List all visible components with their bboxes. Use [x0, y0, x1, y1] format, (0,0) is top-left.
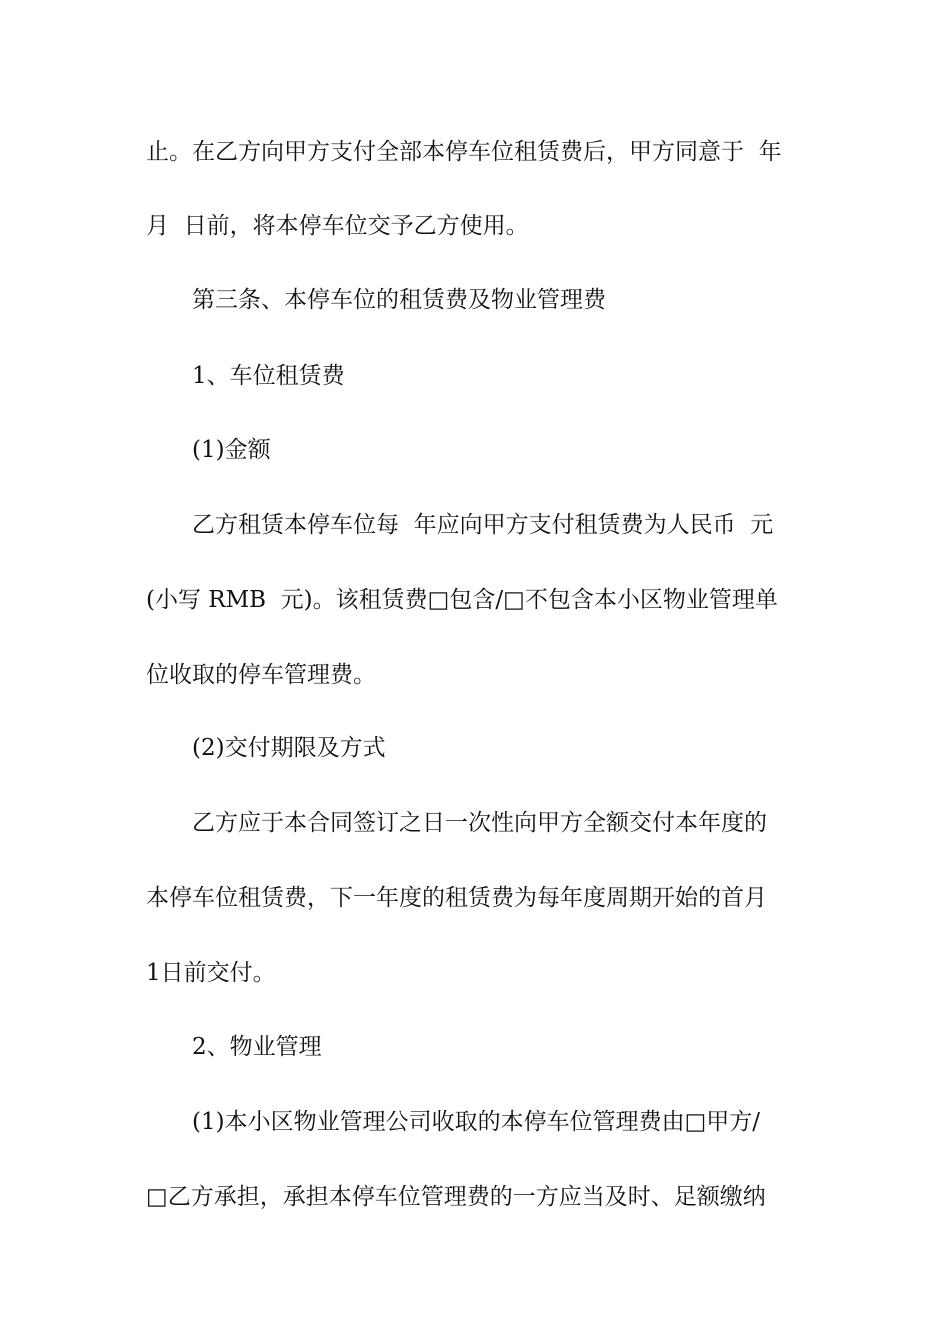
section-heading-rent: 1、车位租赁费 [192, 363, 345, 389]
article-heading: 第三条、本停车位的租赁费及物业管理费 [192, 287, 606, 313]
text-line-10: 乙方应于本合同签订之日一次性向甲方全额交付本年度的 [192, 810, 767, 836]
text-line-14: (1)本小区物业管理公司收取的本停车位管理费由□甲方/ [192, 1109, 761, 1135]
text-line-15: □乙方承担，承担本停车位管理费的一方应当及时、足额缴纳 [146, 1184, 766, 1210]
subsection-heading-amount: (1)金额 [192, 437, 271, 463]
text-line-6: 乙方租赁本停车位每 年应向甲方支付租赁费为人民币 元 [192, 512, 774, 538]
section-heading-property: 2、物业管理 [192, 1034, 322, 1060]
text-line-12: 1日前交付。 [146, 960, 276, 986]
text-line-8: 位收取的停车管理费。 [146, 662, 376, 688]
subsection-heading-payment: (2)交付期限及方式 [192, 735, 386, 761]
text-line-2: 月 日前，将本停车位交予乙方使用。 [146, 213, 529, 239]
text-line-1: 止。在乙方向甲方支付全部本停车位租赁费后，甲方同意于 年 [146, 139, 782, 165]
text-line-11: 本停车位租赁费，下一年度的租赁费为每年度周期开始的首月 [146, 885, 767, 911]
text-line-7: (小写 RMB 元)。该租赁费□包含/□不包含本小区物业管理单 [146, 587, 778, 613]
